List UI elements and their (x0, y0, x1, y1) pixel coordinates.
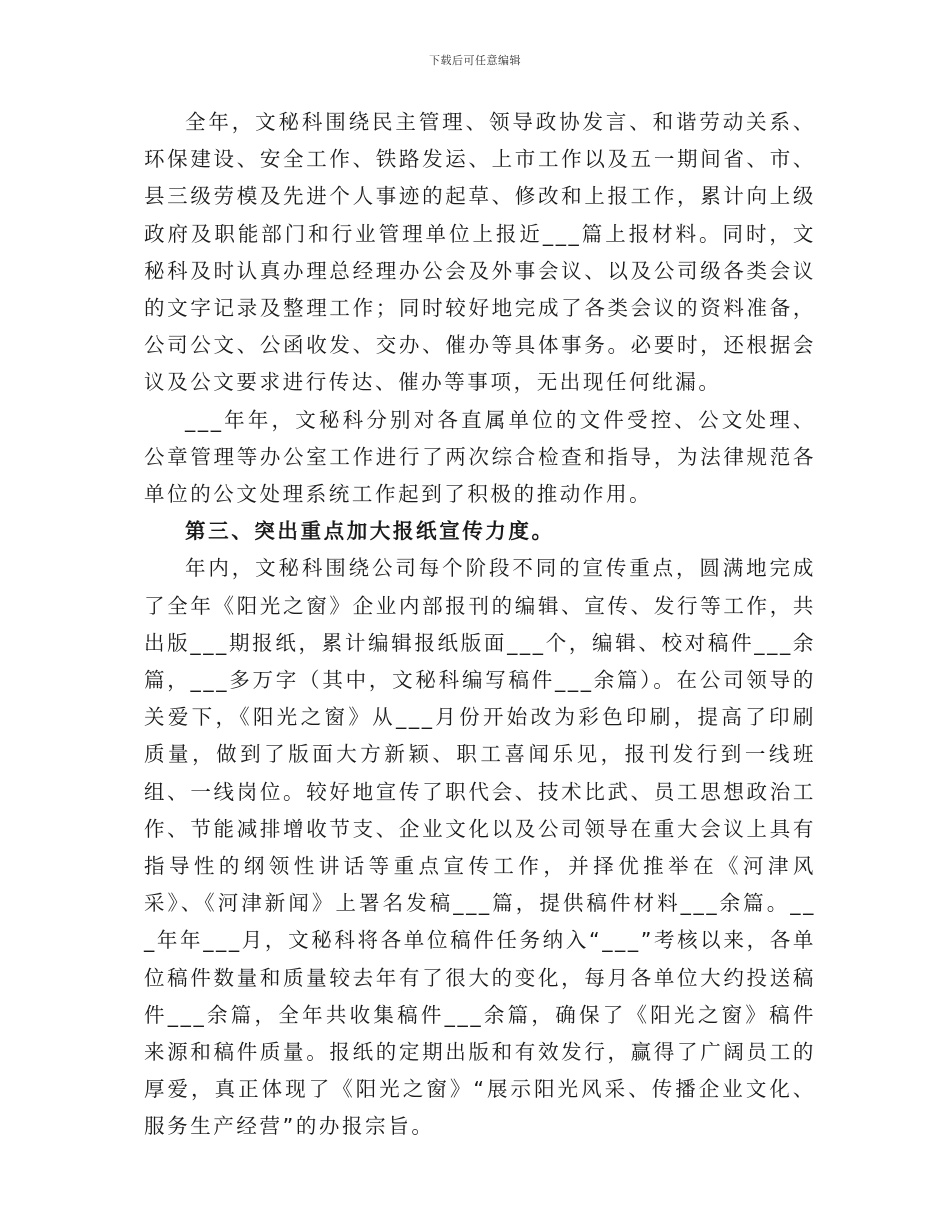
paragraph-inspection: ___年年，文秘科分别对各直属单位的文件受控、公文处理、公章管理等办公室工作进行了两次综合检查和指导，为法律规范各单位的公文处理系统工作起到了积极的推动作用。 (144, 407, 816, 507)
document-body (144, 104, 816, 1146)
page-header-note: 下载后可任意编辑 (429, 54, 521, 67)
paragraph-secretarial-work: 全年，文秘科围绕民主管理、领导政协发言、和谐劳动关系、环保建设、安全工作、铁路发运、上市工作以及五一期间省、市、县三级劳模及先进个人事迹的起草、修改和上报工作，累计向上级政府及职能部门和行业管理单位上报近___篇上报材料。同时，文秘科及时认真办理总经理办公会及外事会议、以及公司级各类会议的文字记录及整理工作；同时较好地完成了各类会议的资料准备，公司公文、公函收发、交办、催办等具体事务。必要时，还根据会议及公文要求进行传达、催办等事项，无出现任何纰漏。 (144, 110, 816, 395)
section-heading-newspaper: 第三、突出重点加大报纸宣传力度。 (185, 519, 555, 544)
paragraph-newspaper-publicity: 年内，文秘科围绕公司每个阶段不同的宣传重点，圆满地完成了全年《阳光之窗》企业内部报刊的编辑、宣传、发行等工作，共出版___期报纸，累计编辑报纸版面___个，编辑、校对稿件___余篇，___多万字（其中，文秘科编写稿件___余篇）。在公司领导的关爱下，《阳光之窗》从___月份开始改为彩色印刷，提高了印刷质量，做到了版面大方新颖、职工喜闻乐见，报刊发行到一线班组、一线岗位。较好地宣传了职代会、技术比武、员工思想政治工作、节能减排增收节支、企业文化以及公司领导在重大会议上具有指导性的纲领性讲话等重点宣传工作，并择优推举在《河津风采》、《河津新闻》上署名发稿___篇，提供稿件材料___余篇。___年年___月，文秘科将各单位稿件任务纳入“___”考核以来，各单位稿件数量和质量较去年有了很大的变化，每月各单位大约投送稿件___余篇，全年共收集稿件___余篇，确保了《阳光之窗》稿件来源和稿件质量。报纸的定期出版和有效发行，赢得了广阔员工的厚爱，真正体现了《阳光之窗》“展示阳光风采、传播企业文化、服务生产经营”的办报宗旨。 (144, 556, 816, 1139)
